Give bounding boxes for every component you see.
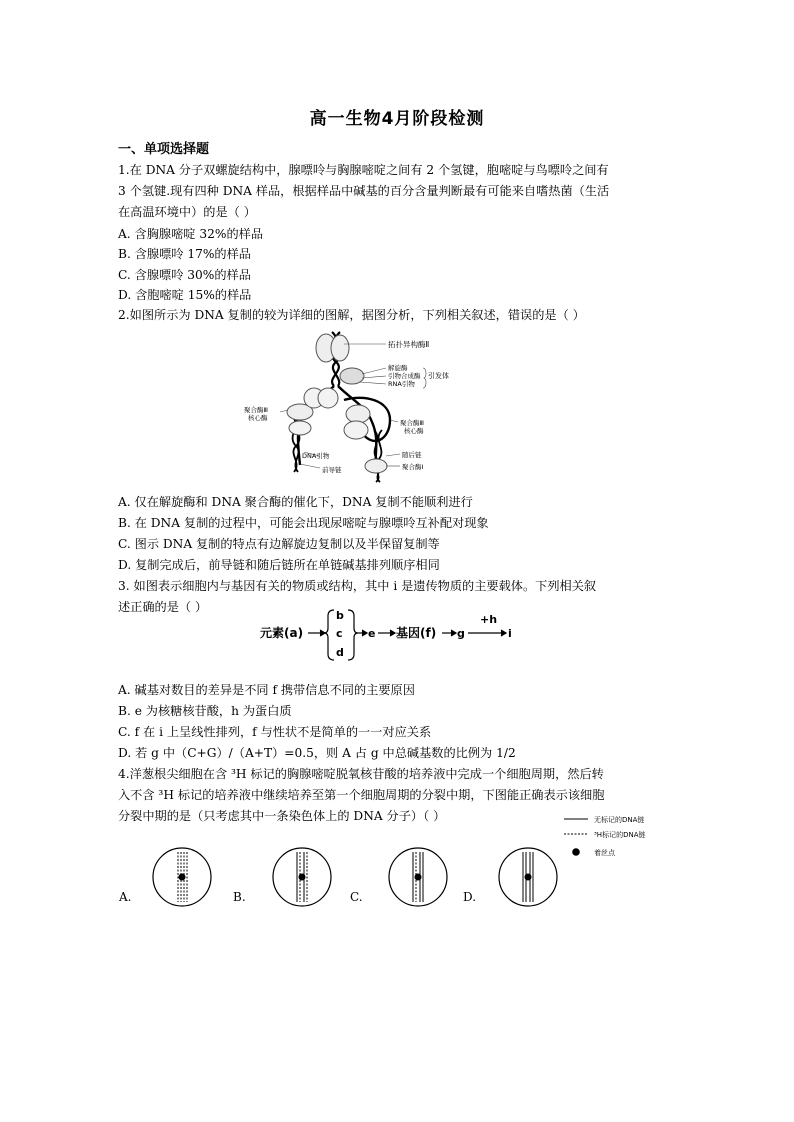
legend-centromere: 着丝点 — [594, 849, 615, 857]
diagram-b: b — [336, 609, 344, 622]
diagram-element-a: 元素(a) — [260, 626, 304, 640]
label-leading-strand: 前导链 — [322, 466, 342, 474]
q1-stem-line-2: 3 个氢键.现有四种 DNA 样品，根据样品中碱基的百分含量判断最有可能来自嗜热菌（生活 — [118, 184, 610, 198]
q4-stem-line-1: 4.洋葱根尖细胞在含 ³H 标记的胸腺嘧啶脱氧核苷酸的培养液中完成一个细胞周期，然后转 — [118, 767, 604, 781]
helicase-shape — [340, 368, 364, 384]
diagram-gene-f: 基因(f) — [396, 626, 437, 640]
q4-choice-c[interactable]: C. — [350, 890, 363, 904]
label-pol1: 聚合酶Ⅰ — [402, 463, 424, 471]
q4-choice-a[interactable]: A. — [119, 890, 132, 904]
cell-c — [389, 848, 447, 906]
q4-choice-b[interactable]: B. — [233, 890, 246, 904]
q1-option-d[interactable]: D. 含胞嘧啶 15%的样品 — [118, 288, 252, 302]
page-title: 高一生物4月阶段检测 — [309, 109, 485, 129]
q2-option-d[interactable]: D. 复制完成后，前导链和随后链所在单链碱基排列顺序相同 — [118, 558, 440, 572]
q4-choice-d[interactable]: D. — [463, 890, 477, 904]
label-primosome: 引发体 — [428, 372, 449, 380]
diagram-i: i — [508, 627, 512, 640]
label-core-right: 核心酶 — [404, 427, 424, 435]
label-rna-primer: RNA引物 — [388, 380, 415, 388]
q4-cell-options — [110, 840, 570, 920]
section-heading: 一、单项选择题 — [118, 142, 210, 157]
q1-stem-line-3: 在高温环境中）的是（ ） — [118, 205, 256, 219]
label-topoisomerase: 拓扑异构酶Ⅱ — [388, 340, 430, 349]
q3-option-c[interactable]: C. f 在 i 上呈线性排列，f 与性状不是简单的一一对应关系 — [118, 725, 432, 739]
label-primase: 引物合成酶 — [388, 372, 421, 380]
legend-unlabeled: 无标记的DNA链 — [594, 816, 645, 824]
diagram-e: e — [368, 627, 376, 640]
gene-relation-diagram — [258, 606, 528, 666]
cell-d — [499, 848, 557, 906]
legend-labeled: ³H标记的DNA链 — [594, 831, 646, 839]
label-dna-primer: DNA引物 — [302, 452, 330, 460]
q3-option-b[interactable]: B. e 为核糖核苷酸，h 为蛋白质 — [118, 704, 292, 718]
q1-option-a[interactable]: A. 含胸腺嘧啶 32%的样品 — [118, 227, 264, 241]
diagram-c: c — [336, 627, 343, 640]
label-pol3-left: 聚合酶Ⅲ — [244, 406, 268, 414]
cell-b — [273, 848, 331, 906]
q1-option-b[interactable]: B. 含腺嘌呤 17%的样品 — [118, 247, 251, 261]
dna-replication-figure — [240, 330, 490, 485]
q1-option-c[interactable]: C. 含腺嘌呤 30%的样品 — [118, 268, 251, 282]
q2-option-c[interactable]: C. 图示 DNA 复制的特点有边解旋边复制以及半保留复制等 — [118, 537, 440, 551]
q4-stem-line-3: 分裂中期的是（只考虑其中一条染色体上的 DNA 分子）（ ） — [118, 809, 446, 823]
diagram-g: g — [457, 627, 465, 640]
label-core-left: 核心酶 — [248, 414, 268, 422]
label-pol3-right: 聚合酶Ⅲ — [400, 419, 424, 427]
q3-stem-line-1: 3. 如图表示细胞内与基因有关的物质或结构，其中 i 是遗传物质的主要载体。下列相关叙 — [118, 579, 597, 593]
q3-option-a[interactable]: A. 碱基对数目的差异是不同 f 携带信息不同的主要原因 — [118, 683, 415, 697]
q1-stem-line-1: 1.在 DNA 分子双螺旋结构中，腺嘌呤与胸腺嘧啶之间有 2 个氢键，胞嘧啶与鸟嘌呤之间有 — [118, 163, 609, 177]
diagram-plus-h: +h — [480, 613, 498, 626]
q4-legend — [562, 810, 702, 862]
q2-option-a[interactable]: A. 仅在解旋酶和 DNA 聚合酶的催化下，DNA 复制不能顺利进行 — [118, 495, 473, 509]
q2-option-b[interactable]: B. 在 DNA 复制的过程中，可能会出现尿嘧啶与腺嘌呤互补配对现象 — [118, 516, 489, 530]
q4-stem-line-2: 入不含 ³H 标记的培养液中继续培养至第一个细胞周期的分裂中期，下图能正确表示该细胞 — [118, 788, 605, 802]
label-helicase: 解旋酶 — [388, 364, 408, 372]
q2-stem: 2.如图所示为 DNA 复制的较为详细的图解，据图分析，下列相关叙述，错误的是（ ） — [118, 308, 585, 322]
diagram-d: d — [336, 646, 344, 659]
q3-option-d[interactable]: D. 若 g 中（C+G）/（A+T）=0.5，则 A 占 g 中总碱基数的比例为 1/2 — [118, 746, 516, 760]
q3-stem-line-2: 述正确的是（ ） — [118, 600, 208, 614]
label-lagging-strand: 随后链 — [402, 451, 422, 459]
cell-a — [153, 848, 211, 906]
